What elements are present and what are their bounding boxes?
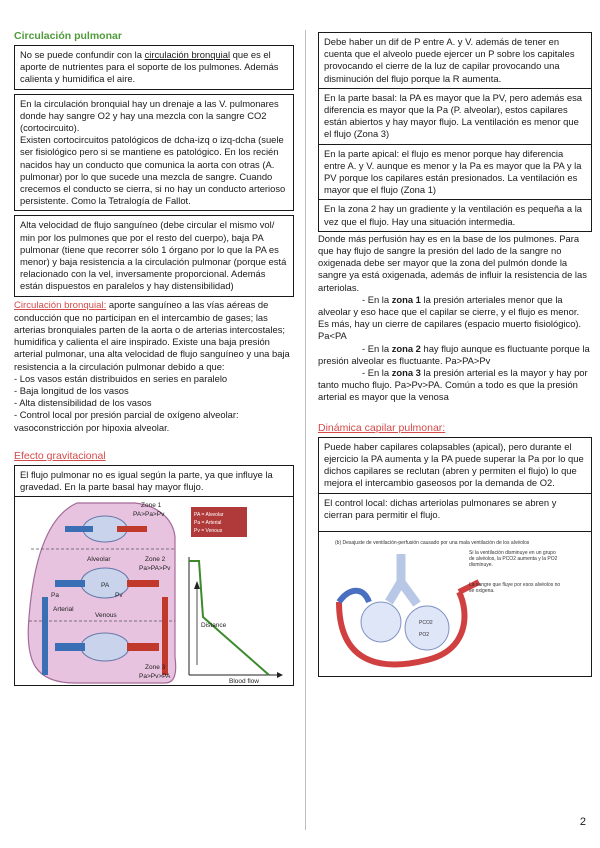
pa-label: Pa: [51, 592, 59, 600]
list-item: - Alta distensibilidad de los vasos: [14, 397, 152, 409]
figure-ventilacion-perfusion: [318, 531, 592, 677]
box-efecto-gravitacional: El flujo pulmonar no es igual según la parte, ya que influye la gravedad. En la parte basal hay mayor flujo.: [14, 465, 294, 497]
heading-dinamica-capilar: Dinámica capilar pulmonar:: [318, 421, 446, 434]
para-zona-1: - En la zona 1 la presión arteriales menor que la alveolar y eso hace que el capilar se cierre, y el flujo es menor. Es más, hay un cierre de capilares (espacio muerto fisiológico). Pa<PA: [318, 293, 582, 342]
vq-mismatch-diagram: [319, 532, 591, 677]
zone3-label: Zone 3: [145, 664, 166, 672]
heading-circulacion-bronquial: Circulación bronquial:: [14, 299, 107, 311]
box-circulacion-bronquial-note: No se puede confundir con la circulación bronquial que es el aporte de nutrientes para el soporte de los pulmones. Además calienta y humidifica el aire.: [14, 45, 294, 90]
venous-label: Venous: [95, 612, 117, 620]
box-diferencia-presion: Debe haber un dif de P entre A. y V. además de tener en cuenta que el alveolo puede ejercer un P sobre los capitales provocando el cierre de la luz de capilar provocando una disminución del flujo porque la R aumenta.: [318, 32, 592, 89]
pA-label: PA: [101, 582, 110, 590]
column-divider: [305, 30, 306, 830]
zone1-eq: PA>Pa>Pv: [133, 511, 165, 519]
box-alta-velocidad: Alta velocidad de flujo sanguíneo (debe circular el mismo vol/ min por los pulmones que por el resto del cuerpo), baja PA pulmonar (tiene que recorrer sólo 1 órgano por lo que la PA es menor) y baja resistencia a la circulación pulmonar (porque está relacionado con la vel, inversamente proporcional. Además están dispuestos en paralelos y hay distensibilidad): [14, 215, 294, 296]
link-circulacion-bronquial: circulación bronquial: [144, 49, 231, 60]
list-item: - Baja longitud de los vasos: [14, 385, 129, 397]
fig2-note2: La sangre que fluye por esos alvéolos no se oxigena.: [469, 581, 561, 595]
box-capilares-colapsables: Puede haber capilares colapsables (apical), pero durante el ejercicio la PA aumenta y la PA puede superar la Pa por lo que dichos capilares se reclutan (abren y permiten el flujo) lo que mejora el intercambio gaseosos por la demanda de O2.: [318, 437, 592, 494]
pco2-label: PCO2: [419, 619, 433, 626]
para-zona-3: - En la zona 3 la presión arterial es la mayor y hay por tanto mucho flujo. Pa>Pv>PA. Común a todo es que la presión arterial es mayor que la venosa: [318, 367, 588, 403]
figure-zonas-west: [14, 496, 294, 686]
arterial-label: Arterial: [53, 606, 74, 614]
pv-label: Pv: [115, 592, 123, 600]
bullet-list: [14, 373, 294, 434]
box-cortocircuitos: En la circulación bronquial hay un drenaje a las V. pulmonares donde hay sangre O2 y hay una mezcla con la sangre CO2 (cortocircuito). Existen cortocircuitos patológicos de dcha-izq o izq-dcha (suele ser fisiológico pero si se mantiene es patológico. En los recién nacidos hay un conducto que comunica la aorta con otras (A. pulmonar) por lo que sucede una mezcla de sangre. Cuando crecemos el conducto se cierra, si no hay un conducto arterioso persistente. Como la Tetralogía de Fallot.: [14, 94, 294, 212]
para-circulacion-bronquial: Circulación bronquial: aporte sanguíneo a las vías aéreas de conducción que no participan en el intercambio de gases; las arterias bronquiales parten de la aorta o de arterias intercostales; humidifica y calienta el aire inspirado. Existe una baja presión arterial pulmonar, una alta velocidad de flujo sanguíneo y una baja resistencia a la circulación pulmonar debido a que:: [14, 298, 290, 372]
fig2-caption: (b) Desajuste de ventilación-perfusión causado por una mala ventilación de los alvéolos: [335, 539, 530, 546]
zone2-eq: Pa>PA>Pv: [139, 565, 171, 573]
distance-label: Distance: [201, 622, 227, 630]
blood-flow-label: Blood flow: [229, 678, 259, 686]
heading-efecto-gravitacional: Efecto gravitacional: [14, 449, 106, 462]
zone3-eq: Pa>Pv>PA: [139, 673, 171, 681]
right-column: [318, 32, 592, 677]
zone2-label: Zone 2: [145, 556, 166, 564]
legend-venous: Pv = Venous: [194, 528, 223, 535]
legend-arterial: Pa = Arterial: [194, 520, 222, 527]
para-perfusion: Donde más perfusión hay es en la base de los pulmones. Para que hay flujo de sangre la presión del lado de la sangre no oxigenada debe ser mayor que la zona del pulmón donde la sangre ya está oxigenada, además de influir la resistencia de las arteriolas.: [318, 232, 587, 293]
list-item: - Control local por presión parcial de oxígeno alveolar: vasoconstricción por hipoxia alveolar.: [14, 409, 239, 433]
alveolar-label: Alveolar: [87, 556, 111, 564]
box-zona-2: En la zona 2 hay un gradiente y la ventilación es pequeña a la vez que el flujo. Hay una situación intermedia.: [318, 199, 592, 231]
lung-zones-diagram: [15, 497, 293, 686]
left-column: [14, 30, 294, 686]
para-zona-2: - En la zona 2 hay flujo aunque es fluctuante porque la presión alveolar es fluctuante. Pa>PA>Pv: [318, 342, 590, 366]
heading-circulacion-pulmonar: Circulación pulmonar: [14, 30, 122, 42]
fig2-note1: Si la ventilación disminuye en un grupo de alvéolos, la PCO2 aumenta y la PO2 disminuye.: [469, 549, 558, 569]
list-item: - Los vasos están distribuidos en series en paralelo: [14, 372, 228, 384]
po2-label: PO2: [419, 631, 430, 638]
box-control-local: El control local: dichas arteriolas pulmonares se abren y cierran para permitir el flujo.: [318, 493, 592, 532]
zone1-label: Zone 1: [141, 502, 162, 510]
box-parte-basal: En la parte basal: la PA es mayor que la PV, pero además esa diferencia es mayor que la Pa (P. alveolar), estos capilares están abiertos y hay mayor flujo. La ventilación es menor que el flujo (Zona 3): [318, 88, 592, 145]
legend-alveolar: PA = Alveolar: [194, 512, 224, 519]
box-parte-apical: En la parte apical: el flujo es menor porque hay diferencia entre A. y V. aunque es menor y la Pa es mayor que la PA y la PV porque los capilares están presionados. La ventilación es mayor que el flujo (Zona 1): [318, 144, 592, 201]
page-number: 2: [579, 816, 586, 828]
